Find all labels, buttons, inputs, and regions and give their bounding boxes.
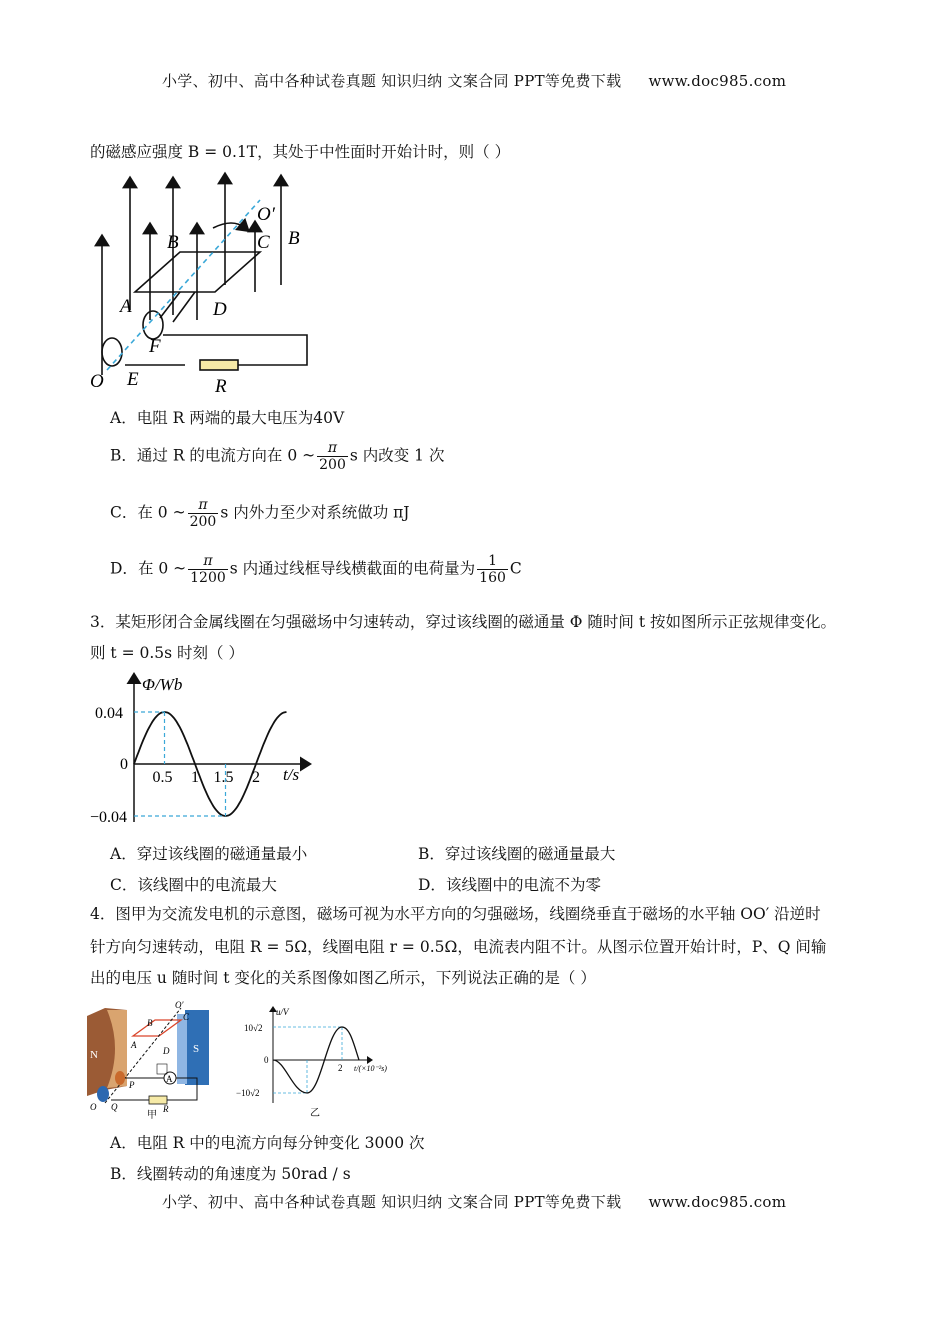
q3-stem-line2: 则 t = 0.5s 时刻（ ）: [90, 644, 244, 662]
footer-url: www.doc985.com: [648, 1193, 787, 1211]
fraction: $\frac{1}{160}$: [479, 553, 506, 586]
q3-stem-line1: 3．某矩形闭合金属线圈在匀强磁场中匀速转动，穿过该线圈的磁通量 Φ 随时间 t 按如图所示正弦规律变化。: [90, 613, 837, 631]
y-tick-label: 0.04: [95, 705, 123, 722]
label-c: C: [257, 232, 270, 253]
y-tick-label: 0: [120, 756, 128, 773]
q3-option-b[interactable]: B．穿过该线圈的磁通量最大: [418, 845, 616, 863]
magnet-s-label: S: [193, 1043, 200, 1055]
resistor: [149, 1096, 167, 1104]
footer-text: 小学、初中、高中各种试卷真题 知识归纳 文案合同 PPT等免费下载: [162, 1193, 622, 1211]
y-tick-zero: 0: [264, 1055, 269, 1065]
label-b: B: [167, 232, 179, 253]
slip-ring: [115, 1071, 125, 1085]
label-d: D: [213, 299, 227, 320]
fraction: $\frac{\pi}{1200}$: [190, 553, 226, 586]
magnet-n-label: N: [90, 1049, 98, 1061]
ammeter-box: [157, 1064, 167, 1074]
y-axis-label: u/V: [276, 1007, 289, 1017]
rotation-arrow: [213, 223, 245, 228]
q4-option-a[interactable]: A．电阻 R 中的电流方向每分钟变化 3000 次: [110, 1134, 425, 1152]
ammeter-label: A: [166, 1074, 173, 1084]
x-axis-label: t/(×10⁻²s): [354, 1064, 387, 1073]
fraction: $\frac{\pi}{200}$: [189, 497, 217, 530]
fraction: $\frac{\pi}{200}$: [319, 440, 346, 473]
header-url: www.doc985.com: [648, 72, 787, 90]
coil: [133, 1020, 181, 1036]
q4-figure-yi: [232, 1005, 402, 1120]
label-r: R: [215, 376, 227, 397]
label-a: A: [120, 296, 132, 317]
x-tick-label: 2: [252, 769, 260, 786]
page-header: [162, 70, 786, 91]
label-d: D: [163, 1046, 170, 1056]
q4-option-b[interactable]: B．线圈转动的角速度为 50rad / s: [110, 1165, 351, 1183]
caption-yi: 乙: [310, 1108, 320, 1119]
label-b: B: [147, 1018, 153, 1028]
q2-option-a[interactable]: A．电阻 R 两端的最大电压为40V: [110, 409, 345, 427]
q3-option-d[interactable]: D．该线圈中的电流不为零: [418, 876, 601, 894]
label-o: O: [90, 371, 104, 392]
slip-ring-lead: [160, 292, 195, 322]
label-o: O: [90, 1102, 97, 1112]
resistor: [200, 360, 238, 370]
slip-ring: [143, 311, 163, 339]
label-f: F: [149, 336, 161, 357]
q2-generator-figure: [85, 170, 325, 398]
y-tick-bottom: −10√2: [236, 1088, 260, 1098]
x-tick-label: 0.5: [152, 769, 173, 786]
y-tick-top: 10√2: [244, 1023, 263, 1033]
x-tick: 2: [338, 1063, 343, 1073]
q2-option-c[interactable]: C．在 0 ~ $\frac{\pi}{200}$ s 内外力至少对系统做功 πJ: [110, 497, 410, 530]
caption-jia: 甲: [147, 1110, 157, 1120]
magnet-s-face: [177, 1014, 187, 1084]
y-axis-label: Φ/Wb: [142, 675, 183, 694]
slip-ring: [97, 1086, 109, 1102]
label-field-b: B: [288, 228, 300, 249]
label-a: A: [131, 1040, 137, 1050]
header-text: 小学、初中、高中各种试卷真题 知识归纳 文案合同 PPT等免费下载: [162, 72, 622, 90]
q2-option-b[interactable]: B．通过 R 的电流方向在 0 ~ $\frac{\pi}{200}$ s 内改变 1 次: [110, 440, 445, 473]
x-tick-label: 1.5: [213, 769, 234, 786]
label-e: E: [127, 369, 139, 390]
q4-figure-jia: [85, 998, 230, 1120]
y-tick-label: −0.04: [90, 809, 128, 826]
x-axis-label: t/s: [283, 765, 300, 784]
q2-option-d[interactable]: D．在 0 ~ $\frac{\pi}{1200}$ s 内通过线框导线横截面的电荷量为 $\frac{1}{160}$ C: [110, 553, 522, 586]
label-o-prime: O′: [257, 204, 275, 225]
label-c: C: [183, 1012, 190, 1022]
q3-option-a[interactable]: A．穿过该线圈的磁通量最小: [110, 845, 308, 863]
q2-intro: 的磁感应强度 B = 0.1T，其处于中性面时开始计时，则（ ）: [90, 143, 511, 161]
x-tick-label: 1: [191, 769, 199, 786]
q4-stem-line2: 针方向匀速转动，电阻 R = 5Ω，线圈电阻 r = 0.5Ω，电流表内阻不计。从图示位置开始计时，P、Q 间输: [90, 938, 827, 956]
slip-ring: [102, 338, 122, 366]
page-footer: [162, 1191, 786, 1212]
q4-stem-line1: 4．图甲为交流发电机的示意图，磁场可视为水平方向的匀强磁场，线圈绕垂直于磁场的水平轴 OO′ 沿逆时: [90, 905, 821, 923]
label-o-prime: O′: [175, 1000, 184, 1010]
q4-stem-line3: 出的电压 u 随时间 t 变化的关系图像如图乙所示，下列说法正确的是（ ）: [90, 969, 596, 987]
flux-chart: [90, 672, 320, 832]
label-p: P: [129, 1080, 135, 1090]
label-r: R: [163, 1104, 169, 1114]
q3-option-c[interactable]: C．该线圈中的电流最大: [110, 876, 277, 894]
label-q: Q: [111, 1102, 118, 1112]
